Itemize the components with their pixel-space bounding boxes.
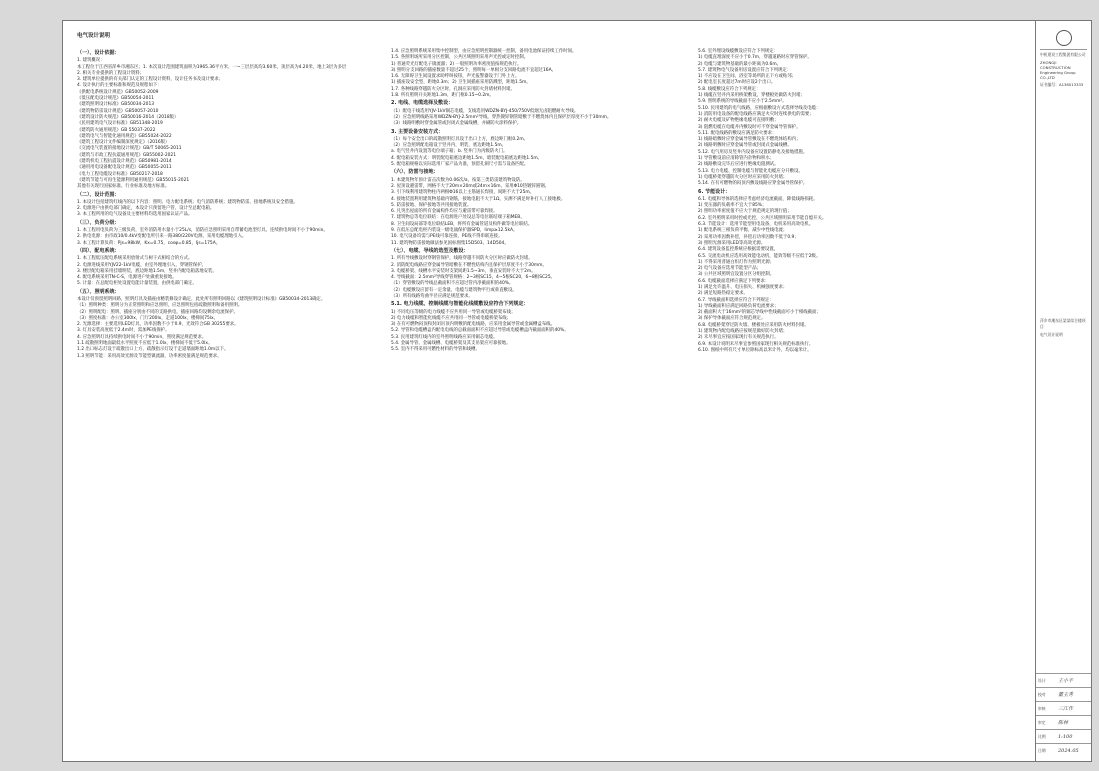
row-signature: 王小平 (1058, 678, 1074, 684)
note-line: 1. 本工程用电负荷为三级负荷，室外消防用水量小于25L/s，消防应急照明采用自带蓄电池型灯具，连续供电时间不小于90min。 (77, 228, 328, 234)
note-line: 1. 所有导线敷设时穿钢管保护，线路穿越不同防火分区时应做防火封堵。 (391, 256, 533, 262)
note-line: 2) 耐火电缆及矿物绝缘电缆可直接明敷； (698, 118, 779, 124)
note-line: 《建筑照明设计标准》GB50034-2013 (77, 102, 155, 108)
note-line: 3. 引下线利用建筑物柱内两根Φ16以上主筋通长焊接，间距不大于25m。 (391, 190, 535, 196)
note-line: 2) 采用功率因数补偿，补偿后功率因数不低于0.9； (698, 234, 799, 240)
note-line: 2. 电源进线采用YJV22-1kV电缆，由室外埋地引入，穿钢管保护。 (77, 262, 207, 268)
title-block-row (1036, 687, 1091, 701)
note-line: 1.7. 各种线路穿越防火分区时，孔洞应采用防火封堵材料封堵。 (391, 86, 515, 92)
note-line: 3. 灯具安装高度低于2.4m时，需加PE线保护。 (77, 328, 170, 334)
note-line: 6. 凡突出屋面的所有金属构件均应与避雷带可靠焊接。 (391, 209, 498, 215)
note-line: 2) 线路敷设完毕后应进行绝缘电阻测试。 (698, 162, 779, 168)
note-line: 3. 楼层配电箱采用挂墙明装，底边距地1.5m，竖井内配电箱落地安装。 (77, 268, 217, 274)
note-line: 《民用建筑电气设计标准》GB51348-2019 (77, 121, 163, 127)
notes-column-2 (391, 49, 707, 354)
note-line: 5.14. 在有可燃物的闷顶内敷设线路应穿金属导管保护。 (698, 181, 808, 187)
row-signature: 2024.05 (1058, 747, 1079, 754)
note-line: 3) 阻燃电缆在电缆井内敷设时可不穿金属导管保护。 (698, 124, 801, 130)
logo-mark-icon (1056, 30, 1072, 46)
note-line: （1）配电干线选用YJV-1kV铜芯电缆，支线选用WDZN-BYJ-450/750V低烟无卤阻燃耐火导线。 (391, 108, 579, 114)
note-line: 《电力工程电缆设计标准》GB50217-2018 (77, 171, 163, 177)
note-line: 6.1. 电缆和导体的选择应考虑经济电流截面，降低线路损耗。 (698, 196, 818, 202)
note-line: 2. 供电电源：由市政10/0.4kV变配电所引来一路380/220V电源，采用电缆埋地引入。 (77, 234, 247, 240)
note-line: 3) 照明光源采用LED等高效光源。 (698, 240, 766, 246)
note-line: 《建筑机电工程抗震设计规范》GB50981-2014 (77, 159, 172, 165)
note-line: 1.1 疏散照明地面最低水平照度不应低于1.0lx，楼梯间不低于5.0lx。 (77, 341, 213, 347)
note-line: （3）所有线路弯曲半径应满足规范要求。 (391, 293, 473, 299)
note-line: 1. 本工程低压配电系统采用放射式与树干式相结合的方式。 (77, 256, 193, 262)
section-heading: 6. 节能设计： (698, 188, 731, 195)
row-signature: 陈林 (1058, 720, 1069, 726)
note-line: 2. 电源进户由供电部门确定，本设计只预留进户管，设计至总配电箱。 (77, 206, 215, 212)
note-line: 7. 建筑物总等电位联结：在电源进户处设总等电位联结端子箱MEB。 (391, 215, 525, 221)
note-line: a. 电气竖井内设置等电位端子箱；b. 竖井门为丙级防火门。 (391, 149, 508, 155)
note-line: 2. 光源选择：主要选用LED灯具，功率因数不小于0.9，光效符合GB 30255要求。 (77, 322, 239, 328)
section-heading: （五）、照明系统： (77, 288, 120, 295)
note-line: 3. 本工程所用的电气设备及主要材料均选用国家认证产品。 (77, 212, 193, 218)
note-line: 10. 电气设备均需与PE线可靠连接，PE线不得串联连接。 (391, 234, 503, 240)
note-line: 2. 消防配电线路应穿金属导管暗敷在不燃性结构内且保护层厚度不小于30mm。 (391, 262, 547, 268)
note-line: 5.11. 配电线路的敷设应满足防火要求： (698, 130, 777, 136)
note-line: 5.5. 室内不得采用可燃性材料的导管和线槽。 (391, 347, 480, 353)
note-line: （2）照明配电：照明、插座分别由不同的支路供电，插座回路均设剩余电流保护。 (77, 309, 238, 315)
note-line: 1) 普通荧光灯配电子镇流器；2) 一般照明功率密度值按规范执行。 (391, 61, 522, 67)
company-name: 中机建设工程集团有限公司 (1040, 52, 1086, 57)
note-line: （1）每个安全出口的疏散照明灯具设于出口上方，底边距门框0.2m。 (391, 136, 528, 142)
note-line: 1) 电缆桥架穿越防火分区时应采用防火封堵； (698, 174, 788, 180)
signature-rows (1036, 673, 1091, 757)
note-line: 3) 在有可燃物闷顶和封闭吊顶内明敷的配电线路，应采用金属导管或金属槽盒布线。 (391, 322, 555, 328)
row-signature: 1:100 (1058, 733, 1073, 740)
note-line: 1) 不得采用普通白炽灯作为照明光源； (698, 259, 775, 265)
note-line: 本工程位于江西省萍乡市湘东区；1. 本次设计范围建筑面积为1965.36平方米，一~三层层高均3.60米，顶层高为4.20米，地上3层为多层 (77, 64, 347, 70)
note-line: 4. 配电箱安装方式：明装配电箱底边距地1.5m，暗装配电箱底边距地1.5m。 (391, 155, 543, 161)
row-label: 审定 (1038, 719, 1046, 725)
note-line: 4. 接地装置利用建筑物基础内钢筋，接地电阻不大于1Ω，实测不满足时补打人工接地极。 (391, 196, 566, 202)
note-line: 5.4. 金属导管、金属线槽、电缆桥架及其支吊架应可靠接地。 (391, 341, 511, 347)
section-heading: （七）、电缆、导线的选型及敷设： (391, 247, 469, 254)
title-block-row (1036, 701, 1091, 715)
note-line: 3. 建筑单位提供的有关部门认定的工程设计资料，设计任务书及设计要求； (77, 77, 224, 83)
drawing-sheet (62, 20, 1092, 762)
section-heading: （四）、配电系统： (77, 247, 120, 254)
note-line: 5.13. 电力电缆、控制电缆与智能化电缆应分开敷设。 (698, 168, 803, 174)
title-block-row (1036, 743, 1091, 757)
note-line: 5. 防雷接地、保护接地等共用接地装置。 (391, 202, 472, 208)
note-line: 《建筑物防雷设计规范》GB50057-2010 (77, 108, 159, 114)
section-heading: （三）、负荷分级： (77, 219, 120, 226)
note-line: 1) 线路暗敷时应穿金属导管敷设在不燃烧体结构内； (698, 137, 801, 143)
drawing-name: 电气设计说明 (1040, 332, 1063, 337)
section-heading: （一）、设计依据： (77, 50, 120, 56)
note-line: 1) 电缆直埋深度不应小于0.7m，穿越道路时应穿管保护。 (698, 55, 812, 61)
note-line: 1.5. 各照明场所采用分区控制，公共区域照明采用声光控或定时控制。 (391, 55, 529, 61)
note-line: 1) 不应设在卫生间、浴室等场所的正下方或贴邻； (698, 74, 797, 80)
note-line: 6.5. 交流电动机应选用高效能电动机，能效等级不应低于2级。 (698, 253, 821, 259)
note-line: 6.8. 电缆桥架穿过防火墙、楼板处应采用防火材料封堵。 (698, 322, 809, 328)
row-signature: 三江作 (1058, 706, 1074, 712)
note-line: 3) 照明分支回路的插座数量不超过25个，照明每一单相分支回路电流不宜超过16A。 (391, 67, 556, 73)
note-line: 《建筑防火通用规范》GB 55037-2022 (77, 127, 156, 133)
title-block-row (1036, 673, 1091, 687)
note-line: 1) 导线截面积应满足回路负荷电流要求； (698, 303, 779, 309)
note-line: 2) 照明功率密度值不应大于规范规定的现行值； (698, 209, 792, 215)
title-block-row (1036, 729, 1091, 743)
note-line: 2) 满足短路热稳定要求。 (698, 291, 748, 297)
note-line: 8. 卫生间设局部等电位联结LEB，将所有金属管道及构件做等电位联结。 (391, 221, 533, 227)
note-line: 《建筑与市政工程抗震通用规范》GB55002-2021 (77, 152, 177, 158)
note-line: 2) 电缆与建筑物基础的最小距离为0.6m。 (698, 61, 782, 67)
note-line: 5.8. 线缆敷设应符合下列规定： (698, 86, 761, 92)
note-line: 1) 线缆在竖井内采用桥架敷设，穿楼板处做防火封堵； (698, 93, 805, 99)
section-heading: （二）、设计范围： (77, 191, 120, 198)
note-line: 2) 电力线缆和智能化线缆不应共用同一导管或电缆桥架布线； (391, 315, 512, 321)
company-logo (1040, 27, 1087, 50)
note-line: 1) 建筑物内配电线路应按规范做好防火封堵； (698, 329, 788, 335)
note-line: 9. 在低压总配电柜内装设一级电涌保护器SPD，Iimp≥12.5kA。 (391, 228, 518, 234)
section-heading: 2. 电线、电缆选择及敷设： (391, 100, 454, 107)
section-heading: （六）、防雷与接地： (391, 169, 439, 176)
notes-column-3 (698, 49, 1028, 354)
note-line: 1) 满足允许温升、电压损失、机械强度要求； (698, 284, 788, 290)
note-line: 6.2. 室外照明采用时控或光控，公共区域照明采用节能自熄开关。 (698, 215, 827, 221)
note-line: 5.12. 电气用房及竖井内设备应设置防静电及接地措施。 (698, 149, 808, 155)
note-line: 3) 公共区域照明宜设置分区分组控制。 (698, 272, 775, 278)
title-block-row (1036, 715, 1091, 729)
note-line: 1.8. 所有照明开关距地1.3m，距门框0.15~0.2m。 (391, 93, 494, 99)
note-line: （3）线路明敷时穿金属管或封闭式金属线槽，并刷防火涂料保护。 (391, 121, 522, 127)
note-line: 6.3. 节能设计：选用节能型用电设备，电机采用高效电机。 (698, 222, 814, 228)
note-line: 5. 配电箱规格以实际选用厂家产品为准，预留孔洞尺寸需与设备匹配。 (391, 162, 529, 168)
note-line: 4. 配电系统采用TN-C-S，电源进户处做重复接地。 (77, 275, 177, 281)
note-line: 2) 电气设备应选用节能型产品； (698, 266, 761, 272)
note-line: 5.3. 民用建筑红线内的室外照明线路应采用铜芯电缆。 (391, 334, 498, 340)
note-line: 6.6. 电缆截面选择应满足下列要求： (698, 278, 770, 284)
note-line: 1) 不同电压等级的电力线缆不应共用同一导管或电缆桥架布线； (391, 309, 516, 315)
note-line: 1.6. 无障碍卫生间设置求助呼叫按钮，声光报警器设于门外上方。 (391, 74, 520, 80)
note-line: 《供配电系统设计规范》GB50052-2009 (77, 89, 159, 95)
note-line: 4. 设计执行的主要标准和规范及规程如下： (77, 83, 162, 89)
page-title: 电气设计说明 (77, 33, 111, 39)
note-line: 5.2. 导管和电缆槽盒内配电电线的总截面面积不应超过导管或电缆槽盒内截面面积的40%。 (391, 328, 569, 334)
note-line: 1) 消防用电设备的配电线路应满足火灾时连续供电的需要； (698, 111, 814, 117)
note-line: 11. 建筑物防雷接地做法参见国标图集15D503、14D504。 (391, 240, 509, 246)
note-line: （2）应急照明配电箱设于竖井内，明装，底边距地1.5m。 (391, 143, 507, 149)
row-signature: 董玉秀 (1058, 692, 1074, 698)
note-line: 1.4. 应急照明系统采用集中控制型，由应急照明控制器统一控制，备用电池保证持续工作时间。 (391, 49, 577, 54)
notes-column-1 (77, 49, 347, 360)
note-line: 1. 本建筑物年预计雷击次数为0.06次/a，按第三类防雷建筑物设防。 (391, 177, 525, 183)
note-line: 5. 计量：在总配电柜处设置电能计量装置，由供电部门确定。 (77, 281, 197, 287)
note-line: 3. 本工程计算负荷：Pjs=98kW，Kx=0.75，cosφ=0.85，Ijs=175A。 (77, 240, 221, 246)
note-line: 《建筑电气与智能化通用规范》GB55024-2022 (77, 133, 172, 139)
note-line: 2) 配电室长度超过7m时应设2个出口。 (698, 80, 776, 86)
note-line: 1.2 出口标志灯设于疏散出口上方，疏散指示灯设于走道墙面距地1.0m以下。 (77, 347, 229, 353)
note-line: 5.7. 建筑物电气设备用房设置应符合下列规定： (698, 67, 792, 73)
note-line: 2. 相关专业提供的工程设计资料； (77, 70, 145, 76)
project-name: 萍乡市湘东区某某综合楼项目 (1040, 318, 1086, 329)
note-line: 1) 配电系统三相负荷平衡，减少中性线电流； (698, 228, 788, 234)
row-label: 设计 (1038, 677, 1046, 683)
note-line: 3) 保护导体截面应符合规范规定。 (698, 316, 766, 322)
note-line: （2）电缆敷设应留有一定余量，电缆与建筑物平行或垂直敷设。 (391, 287, 517, 293)
note-line: 1. 本设计包括建筑红线内的以下内容：照明、电力配电系统；电气消防系统；建筑物防雷、接地系统及安全措施。 (77, 199, 298, 205)
note-line: 本设计仅预留照明回路，照明灯具及插座由精装修设计确定，此处所有照明回路以《建筑照明设计标准》GB50034-2013确定。 (77, 296, 326, 302)
note-line: 《建筑节能与可再生能源利用通用规范》GB55015-2021 (77, 177, 190, 183)
note-line: （2）应急照明线路采用WDZN-BYJ-2.5mm²导线，穿热镀锌钢管暗敷于不燃烧体内且保护层厚度不小于30mm。 (391, 114, 612, 120)
section-heading: 3. 主要设备安装方式： (391, 128, 444, 135)
note-line: 5.10. 民用建筑的电气线路，应根据敷设方式选择导线及电缆： (698, 105, 821, 111)
note-line: 3. 电缆桥架、线槽水平安装时支架间距1.5~3m，垂直安装时不大于2m。 (391, 268, 536, 274)
note-line: 2) 未尽事宜应按国家现行有关规范执行。 (698, 335, 779, 341)
row-label: 日期 (1038, 747, 1046, 753)
note-line: 6.9. 本设计说明未尽事宜参照国家现行相关规范标准执行。 (698, 341, 814, 347)
note-line: （3）照度标准：办公室300lx，门厅200lx，走道100lx，楼梯间75lx。 (77, 315, 218, 321)
note-line: 1) 变压器的负载率不宜大于85%； (698, 203, 767, 209)
note-line: 《交流电气装置的接地设计规范》GB/T 50065-2011 (77, 146, 182, 152)
note-line: 1) 导管敷设前应清除管内杂物和积水； (698, 156, 775, 162)
note-line: 《低压配电设计规范》GB50054-2011 (77, 96, 155, 102)
note-line: 2) 截面积大于16mm²的铜芯导线中性线截面可小于相线截面； (698, 310, 821, 316)
note-line: 其他有关现行国家标准、行业标准及地方标准。 (77, 184, 170, 190)
note-line: 4. 应急照明灯具持续供电时间不小于90min，照度满足规范要求。 (77, 334, 207, 340)
company-name-en: ZHONGJI CONSTRUCTION Engineering Group CO.,LTD (1040, 60, 1076, 80)
title-block (1035, 21, 1091, 761)
note-line: 6.4. 建筑设备监控系统应根据需要设置。 (698, 247, 779, 253)
note-line: 2. 屋顶设避雷带，网格不大于20m×20m或24m×16m，采用Φ10热镀锌圆钢。 (391, 183, 550, 189)
note-line: （1）穿管敷设的导线总截面积不应超过管内净截面积的40%。 (391, 281, 514, 287)
note-line: 2) 线路明敷时应穿金属导管或封闭式金属线槽。 (698, 143, 792, 149)
note-line: 5.9. 照明系统的导线截面不应小于2.5mm²。 (698, 99, 787, 105)
note-line: 《建筑设计防火规范》GB50016-2014（2018版） (77, 114, 179, 120)
note-line: 《通用用电设备配电设计规范》GB50055-2011 (77, 165, 172, 171)
note-line: 6.10. 图纸中所有尺寸单位除标高以米计外，均以毫米计。 (698, 347, 812, 353)
note-line: 《建筑工程设计文件编制深度规定》（2016版） (77, 140, 170, 146)
note-line: 1) 插座设安全型，距地0.3m；2) 卫生间插座采用防溅型，距地1.5m。 (391, 80, 531, 86)
row-label: 校对 (1038, 691, 1046, 697)
note-line: 1.3 照明节能：采用高效光源及节能型镇流器，功率密度值满足规范要求。 (77, 353, 222, 359)
note-line: 4. 导线截面：2.5mm²导线穿管规格：2~3根SC15，4~5根SC20，6~8根SC25。 (391, 275, 556, 281)
row-label: 审核 (1038, 705, 1046, 711)
section-heading: 5.1. 电力线缆、控制线缆与智能化线缆敷设应符合下列规定： (391, 301, 529, 308)
note-line: 6.7. 导线截面积选择应符合下列规定： (698, 297, 774, 303)
row-label: 比例 (1038, 733, 1046, 739)
note-line: （1）照明种类：照明分为正常照明和应急照明，应急照明包括疏散照明和备用照明。 (77, 303, 243, 309)
note-line: 1. 建筑概况： (77, 58, 105, 64)
certificate-number: 证书编号：A136013333 (1040, 82, 1084, 87)
note-line: 5.6. 室外埋设线缆敷设应符合下列规定： (698, 49, 779, 54)
